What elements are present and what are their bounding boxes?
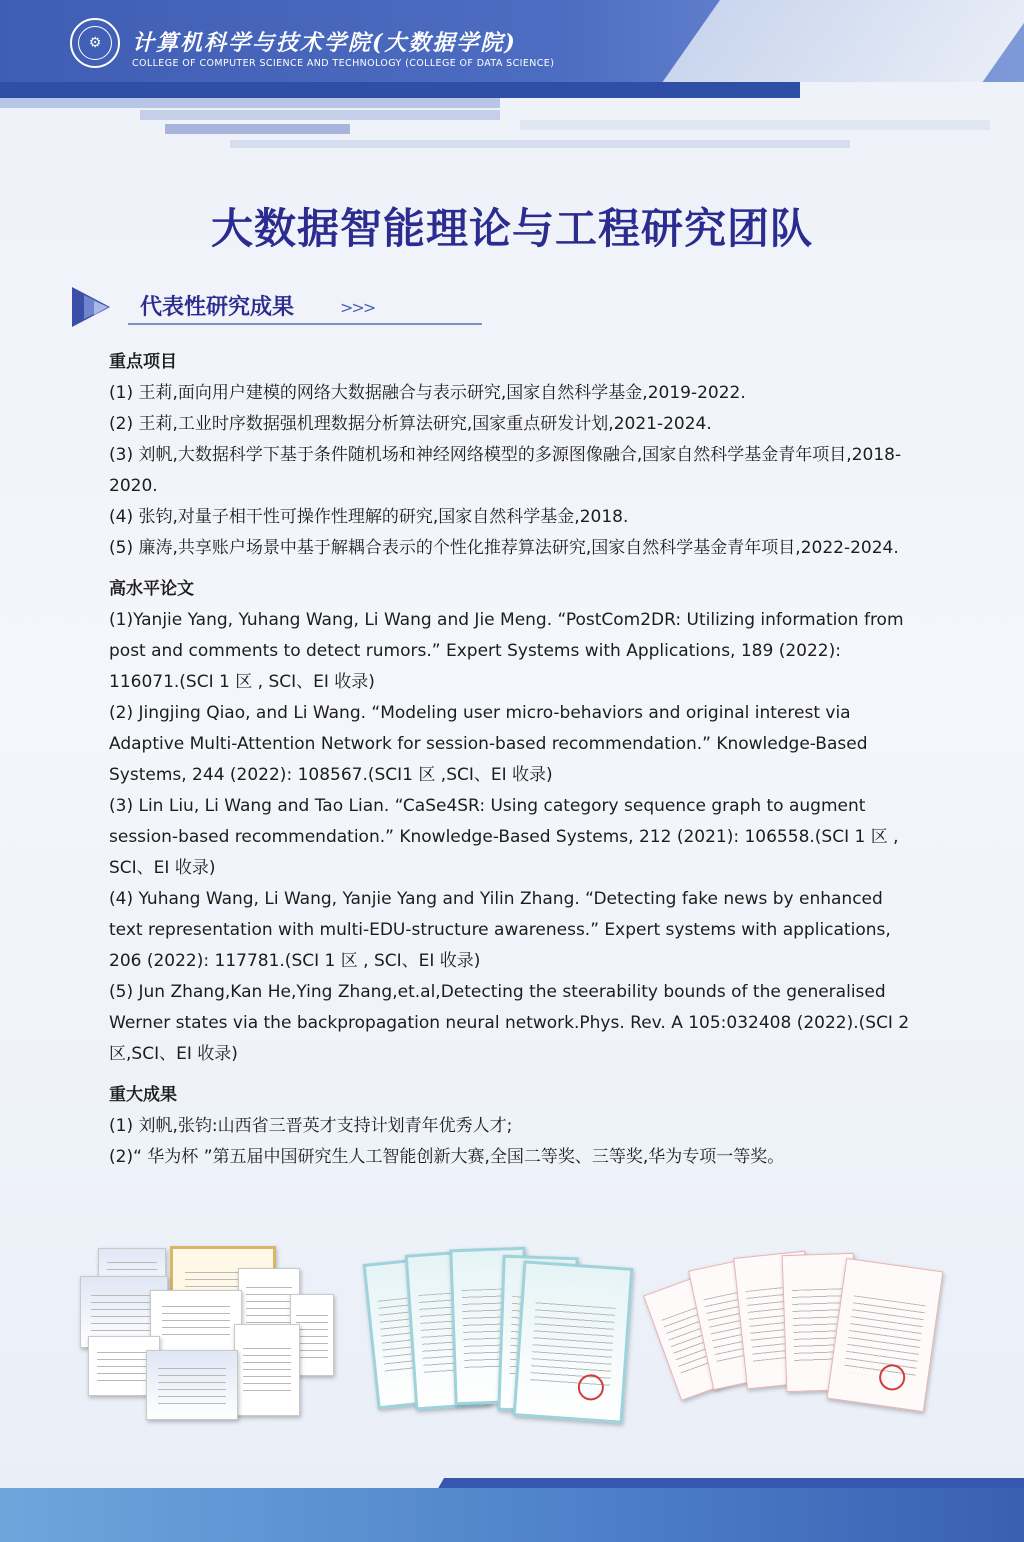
decor-bar	[165, 124, 350, 134]
college-name-en: COLLEGE OF COMPUTER SCIENCE AND TECHNOLOGY (COLLEGE OF DATA SCIENCE)	[132, 58, 555, 69]
list-item: (2) Jingjing Qiao, and Li Wang. “Modeling user micro-behaviors and original interest via Adaptive Multi-Attention Network for session-based recommendation.” Knowledge-Based Systems, 244 (2022): 108567.(SCI1 区 ,SCI、EI 收录)	[109, 703, 868, 785]
list-item: (3) 刘帆,大数据科学下基于条件随机场和神经网络模型的多源图像融合,国家自然科学基金青年项目,2018-2020.	[109, 445, 902, 496]
section-underline	[128, 323, 482, 325]
key-projects-heading: 重点项目	[109, 352, 177, 372]
decor-bar	[140, 110, 500, 120]
list-item: (1) 刘帆,张钧:山西省三晋英才支持计划青年优秀人才;	[109, 1116, 513, 1136]
section-title: 代表性研究成果	[140, 295, 295, 320]
footer-banner	[0, 1488, 1024, 1542]
play-triangle-icon	[70, 285, 114, 329]
list-item: (4) 张钧,对量子相干性可操作性理解的研究,国家自然科学基金,2018.	[109, 507, 629, 527]
content-body	[109, 343, 915, 1173]
certificate	[827, 1258, 944, 1412]
chevrons-icon: >>>	[340, 298, 375, 317]
list-item: (2)“ 华为杯 ”第五届中国研究生人工智能创新大赛,全国二等奖、三等奖,华为专项一等奖。	[109, 1147, 785, 1167]
certificate-gallery	[0, 1240, 1024, 1440]
certificate	[234, 1324, 300, 1416]
certificate	[150, 1290, 242, 1352]
header-strip-light	[0, 98, 500, 108]
list-item: (5) Jun Zhang,Kan He,Ying Zhang,et.al,Detecting the steerability bounds of the generalised Werner states via the backpropagation neural network.Phys. Rev. A 105:032408 (2022).(SCI 2 区,SCI、EI 收录)	[109, 982, 910, 1064]
achievements-heading: 重大成果	[109, 1085, 177, 1105]
list-item: (5) 廉涛,共享账户场景中基于解耦合表示的个性化推荐算法研究,国家自然科学基金青年项目,2022-2024.	[109, 538, 899, 558]
page-title: 大数据智能理论与工程研究团队	[210, 204, 813, 253]
header-decoration	[663, 0, 1024, 82]
list-item: (1) 王莉,面向用户建模的网络大数据融合与表示研究,国家自然科学基金,2019-2022.	[109, 383, 746, 403]
university-seal-icon: ⚙	[70, 18, 120, 68]
list-item: (1)Yanjie Yang, Yuhang Wang, Li Wang and Jie Meng. “PostCom2DR: Utilizing information from post and comments to detect rumors.” Expert Systems with Applications, 189 (2022): 116071.(SCI 1 区 , SCI、EI 收录)	[109, 610, 904, 692]
list-item: (4) Yuhang Wang, Li Wang, Yanjie Yang and Yilin Zhang. “Detecting fake news by enhanced text representation with multi-EDU-structure awareness.” Expert systems with applications, 206 (2022): 117781.(SCI 1 区 , SCI、EI 收录)	[109, 889, 891, 971]
header-strip	[0, 82, 800, 98]
certificate	[513, 1260, 634, 1423]
decor-bar	[520, 120, 990, 130]
certificate	[146, 1350, 238, 1420]
decor-bar	[230, 140, 850, 148]
list-item: (3) Lin Liu, Li Wang and Tao Lian. “CaSe4SR: Using category sequence graph to augment session-based recommendation.” Knowledge-Based Systems, 212 (2021): 106558.(SCI 1 区 , SCI、EI 收录)	[109, 796, 899, 878]
college-name-cn: 计算机科学与技术学院(大数据学院)	[132, 30, 517, 56]
papers-heading: 高水平论文	[109, 579, 194, 599]
list-item: (2) 王莉,工业时序数据强机理数据分析算法研究,国家重点研发计划,2021-2024.	[109, 414, 712, 434]
